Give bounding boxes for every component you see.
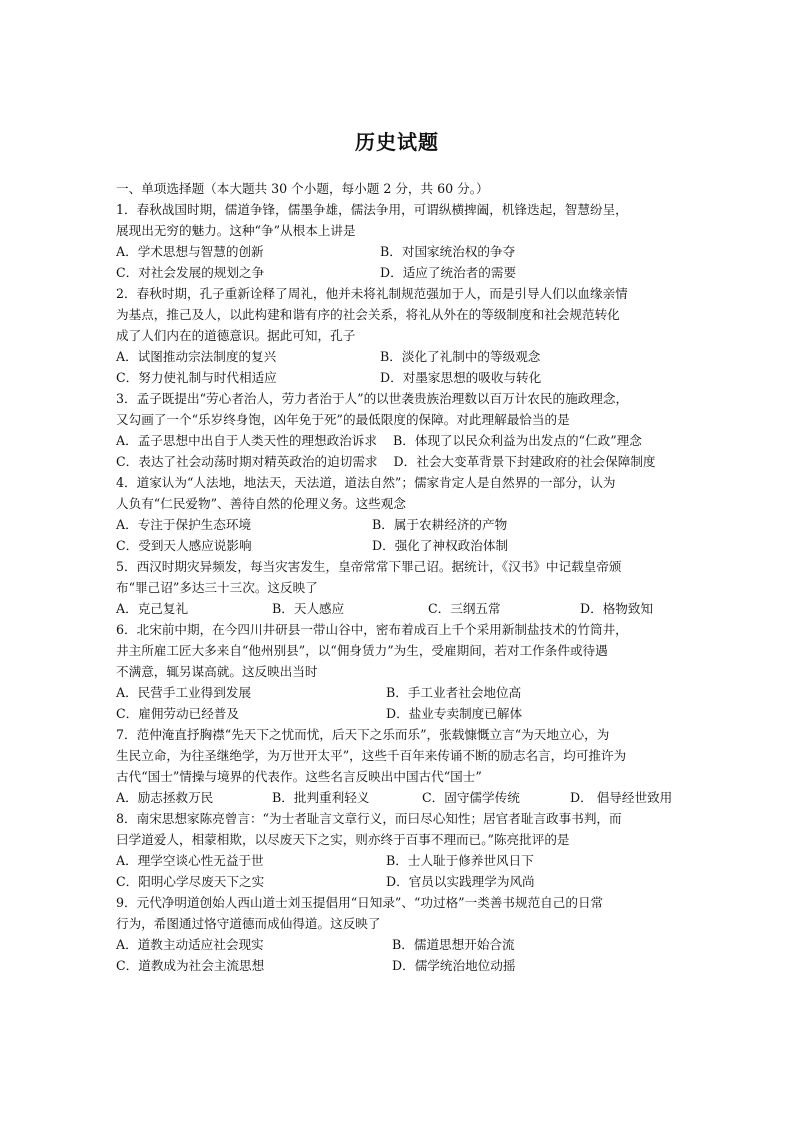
option-d: D．对墨家思想的吸收与转化 [380,370,542,385]
options [116,682,682,724]
question-2 [116,283,682,388]
exam-content [116,178,682,976]
option-b: B．属于农耕经济的产物 [372,517,508,532]
option-b: B．儒道思想开始合流 [392,937,515,952]
options [116,514,682,556]
option-a: A．孟子思想中出自于人类天性的理想政治诉求 [116,433,377,448]
section-heading: 一、单项选择题（本大题共 30 个小题，每小题 2 分，共 60 分。） [116,181,489,196]
option-c: C．阳明心学尽废天下之实 [116,874,265,889]
option-b: B．体现了以民众利益为出发点的“仁政”理念 [393,433,642,448]
question-3 [116,388,682,472]
options [116,934,682,976]
option-a-b-row [116,430,682,451]
question-stem-line: 井主所雇工匠大多来自“他州别县”，以“佣身赁力”为生，受雇期间，若对工作条件或待遇 [116,643,608,658]
question-stem-line: 2．春秋时期，孔子重新诠释了周礼，他并未将礼制规范强加于人，而是引导人们以血缘亲情 [116,286,628,301]
options [116,787,682,808]
option-b: B．淡化了礼制中的等级观念 [380,349,541,364]
question-stem-line: 生民立命，为往圣继绝学，为万世开太平”，这些千百年来传诵不断的励志名言，均可推许为 [116,748,627,763]
option-d: D．社会大变革背景下封建政府的社会保障制度 [393,454,656,469]
option-c: C．固守儒学传统 [422,790,520,805]
question-stem-line: 古代“国士”情操与境界的代表作。这些名言反映出中国古代“国士” [116,769,482,784]
question-stem-line: 6．北宋前中期，在今四川井研县一带山谷中，密布着成百上千个采用新制盐技术的竹筒井， [116,622,628,637]
question-stem-line: 7．范仲淹直抒胸襟“先天下之忧而忧，后天下之乐而乐”，张载慷慨立言“为天地立心，为 [116,727,610,742]
question-stem-line: 布“罪己诏”多达三十三次。这反映了 [116,580,318,595]
option-a: A．励志拯救万民 [116,790,214,805]
question-stem-line: 不满意，辄另谋高就。这反映出当时 [116,664,318,679]
question-stem-line: 人负有“仁民爱物”、善待自然的伦理义务。这些观念 [116,496,406,511]
option-a: A．学术思想与智慧的创新 [116,244,264,259]
option-a: A．理学空谈心性无益于世 [116,853,264,868]
options [116,346,682,388]
question-8 [116,808,682,892]
option-b: B．手工业者社会地位高 [386,685,522,700]
question-stem-line: 1．春秋战国时期，儒道争锋，儒墨争雄，儒法争用，可谓纵横捭阖，机锋迭起，智慧纷呈， [116,202,628,217]
option-c: C．道教成为社会主流思想 [116,958,265,973]
options [116,241,682,283]
option-b: B．天人感应 [272,601,345,616]
question-stem-line: 3．孟子既提出“劳心者治人，劳力者治于人”的以世袭贵族治理数以百万计农民的施政理念， [116,391,629,406]
question-stem-line: 9．元代净明道创始人西山道士刘玉提倡用“日知录”、“功过格”一类善书规范自己的日常 [116,895,604,910]
question-stem-line: 又勾画了一个“乐岁终身饱，凶年免于死”的最低限度的保障。对此理解最恰当的是 [116,412,570,427]
question-5 [116,556,682,619]
options [116,430,682,472]
option-d: D．盐业专卖制度已解体 [386,706,523,721]
option-a: A．民营手工业得到发展 [116,685,252,700]
option-b: B．对国家统治权的争夺 [380,244,516,259]
option-a: A．克己复礼 [116,601,189,616]
option-c: C．雇佣劳动已经普及 [116,706,239,721]
option-a: A．道教主动适应社会现实 [116,937,264,952]
option-d: D． 倡导经世致用 [570,790,673,805]
question-1 [116,199,682,283]
option-c: C．对社会发展的规划之争 [116,265,265,280]
question-4 [116,472,682,556]
question-stem-line: 曰学道爱人，相蒙相欺，以尽废天下之实，则亦终于百事不理而已。”陈亮批评的是 [116,832,570,847]
question-stem-line: 行为，希图通过恪守道德而成仙得道。这反映了 [116,916,381,931]
option-d: D．强化了神权政治体制 [372,538,509,553]
option-b: B．士人耻于修养世风日下 [386,853,534,868]
options [116,850,682,892]
options [116,598,682,619]
option-d: D．适应了统治者的需要 [380,265,517,280]
option-c-d-row [116,451,682,472]
option-c: C．三纲五常 [428,601,501,616]
option-d: D．儒学统治地位动摇 [392,958,516,973]
question-stem-line: 4．道家认为“人法地，地法天，天法道，道法自然”；儒家肯定人是自然界的一部分，认为 [116,475,616,490]
question-stem-line: 为基点，推己及人，以此构建和谐有序的社会关系，将礼从外在的等级制度和社会规范转化 [116,307,620,322]
option-c: C．表达了社会动荡时期对精英政治的迫切需求 [116,454,378,469]
question-stem-line: 展现出无穷的魅力。这种“争”从根本上讲是 [116,223,356,238]
option-a: A．专注于保护生态环境 [116,517,252,532]
option-d: D．格物致知 [580,601,654,616]
option-b: B．批判重利轻义 [272,790,370,805]
question-6 [116,619,682,724]
option-c: C．努力使礼制与时代相适应 [116,370,277,385]
option-d: D．官员以实践理学为风尚 [386,874,535,889]
question-stem-line: 5．西汉时期灾异频发，每当灾害发生，皇帝常常下罪己诏。据统计，《汉书》中记载皇帝颁 [116,559,622,574]
question-stem-line: 8．南宋思想家陈亮曾言：“为士者耻言文章行义，而曰尽心知性；居官者耻言政事书判，而 [116,811,622,826]
question-7 [116,724,682,808]
page-title: 历史试题 [355,130,439,154]
question-stem-line: 成了人们内在的道德意识。据此可知，孔子 [116,328,356,343]
question-9 [116,892,682,976]
option-c: C．受到天人感应说影响 [116,538,252,553]
option-a: A．试图推动宗法制度的复兴 [116,349,277,364]
